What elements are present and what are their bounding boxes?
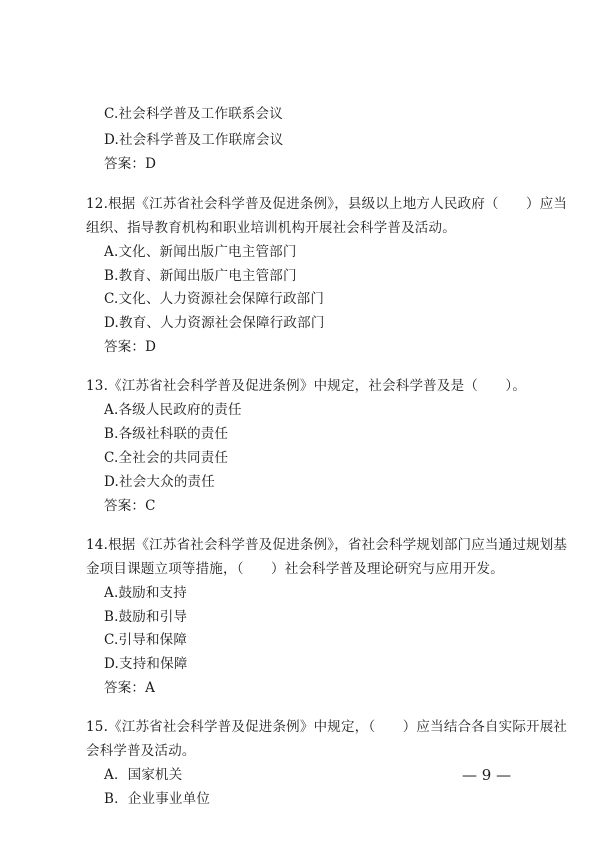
question-14-stem-line2: 金项目课题立项等措施，（ ）社会科学普及理论研究与应用开发。 xyxy=(86,561,504,577)
question-12-option-d: D.教育、人力资源社会保障行政部门 xyxy=(104,315,325,331)
question-14-option-c: C.引导和保障 xyxy=(104,632,188,648)
question-14-option-b: B.鼓励和引导 xyxy=(104,609,188,625)
question-12-stem-line2: 组织、指导教育机构和职业培训机构开展社会科学普及活动。 xyxy=(86,220,456,236)
question-13-option-d: D.社会大众的责任 xyxy=(104,474,215,490)
question-15-stem-line1: 15.《江苏省社会科学普及促进条例》中规定，（ ）应当结合各自实际开展社 xyxy=(86,719,568,735)
question-14-option-a: A.鼓励和支持 xyxy=(104,585,187,601)
question-12-option-a: A.文化、新闻出版广电主管部门 xyxy=(104,244,297,260)
question-12-answer: 答案：D xyxy=(104,339,157,355)
question-12-stem-line1: 12.根据《江苏省社会科学普及促进条例》，县级以上地方人民政府（ ）应当 xyxy=(86,196,568,212)
question-13-answer: 答案：C xyxy=(104,498,156,514)
question-15-option-a: A．国家机关 xyxy=(104,767,183,783)
answer: 答案：D xyxy=(104,156,157,172)
question-13-option-a: A.各级人民政府的责任 xyxy=(104,402,242,418)
question-13-option-b: B.各级社科联的责任 xyxy=(104,426,229,442)
question-13-stem: 13.《江苏省社会科学普及促进条例》中规定，社会科学普及是（ ）。 xyxy=(86,378,527,394)
question-12-option-b: B.教育、新闻出版广电主管部门 xyxy=(104,268,297,284)
question-14-stem-line1: 14.根据《江苏省社会科学普及促进条例》，省社会科学规划部门应当通过规划基 xyxy=(86,537,568,553)
question-15-stem-line2: 会科学普及活动。 xyxy=(86,743,196,759)
question-13-option-c: C.全社会的共同责任 xyxy=(104,450,229,466)
question-14-answer: 答案：A xyxy=(104,680,156,696)
question-15-option-b: B．企业事业单位 xyxy=(104,791,211,807)
option-c: C.社会科学普及工作联系会议 xyxy=(104,106,283,122)
page-number: — 9 — xyxy=(462,766,512,784)
option-d: D.社会科学普及工作联席会议 xyxy=(104,132,284,148)
question-12-option-c: C.文化、人力资源社会保障行政部门 xyxy=(104,291,325,307)
question-14-option-d: D.支持和保障 xyxy=(104,656,188,672)
